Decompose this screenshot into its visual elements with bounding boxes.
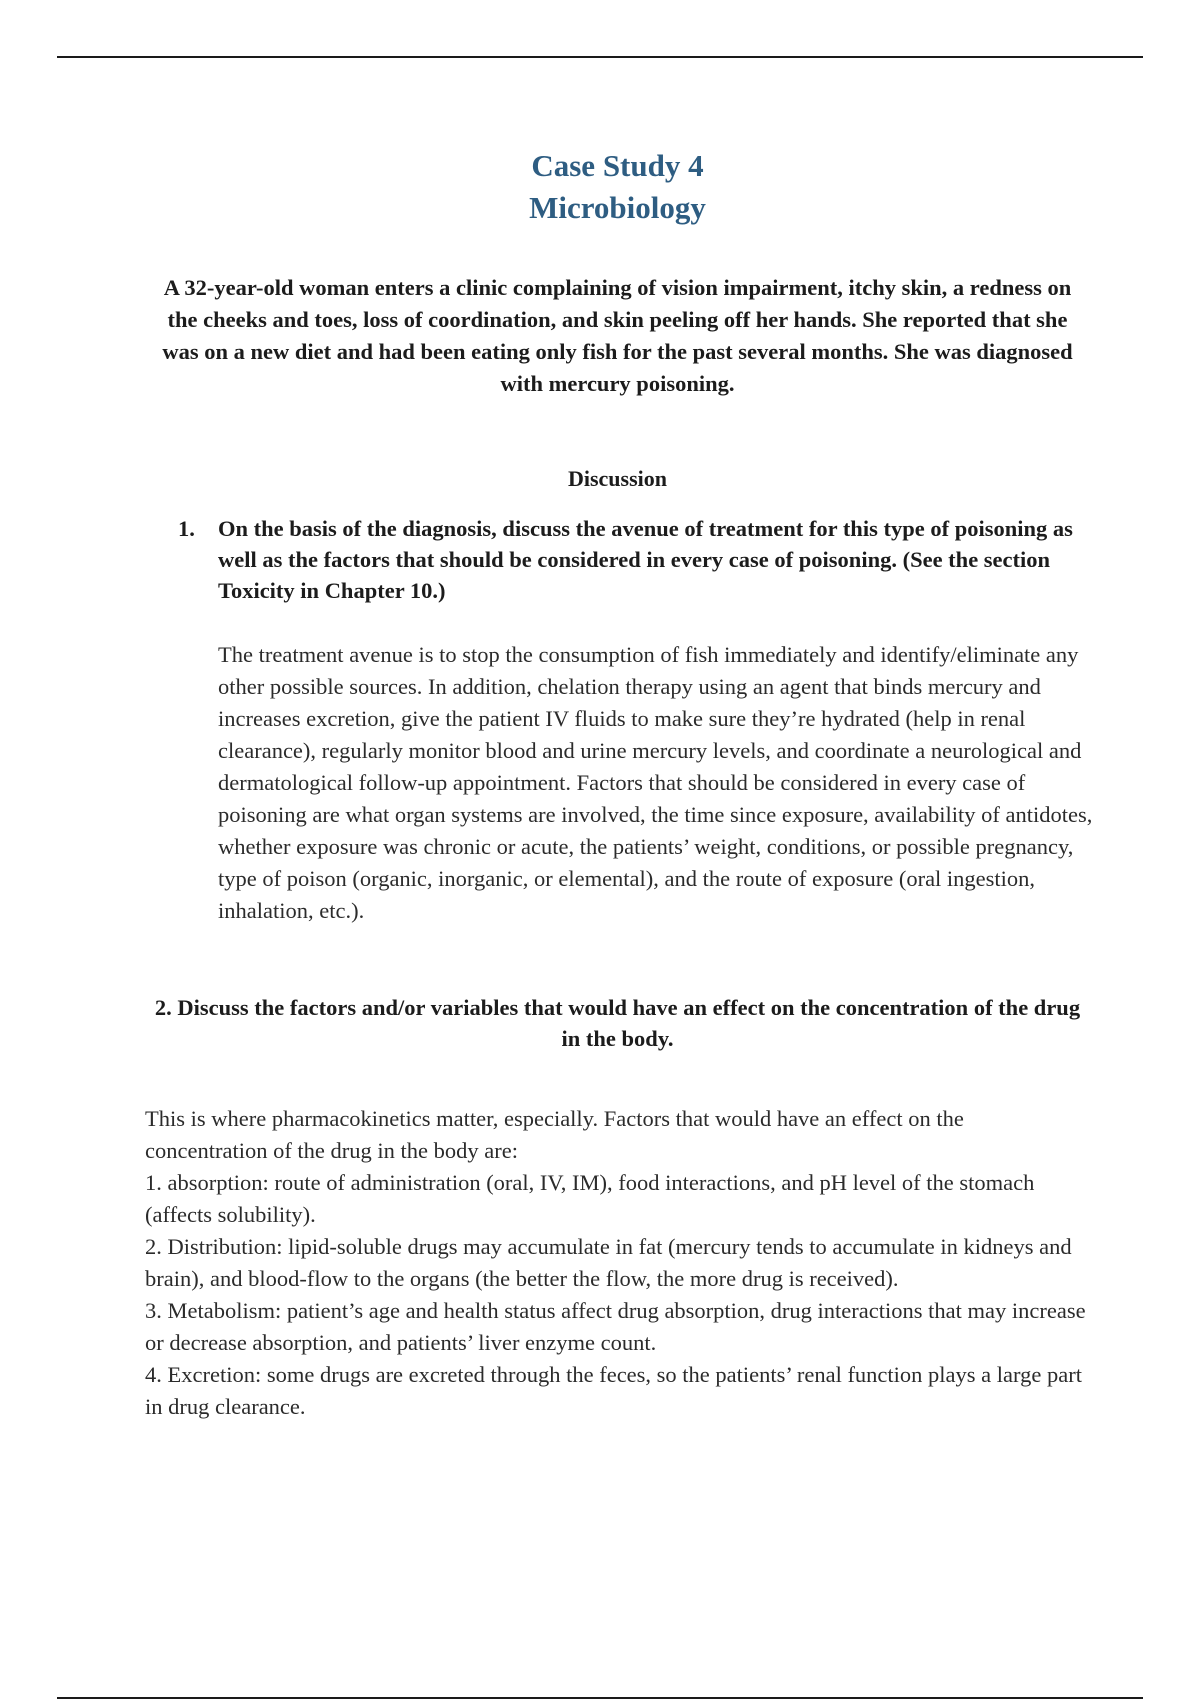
answer-2-item: 3. Metabolism: patient’s age and health status affect drug absorption, drug interactions that may increase or decrease absorption, and patients’ liver enzyme count. (145, 1298, 1086, 1355)
question-1-text: On the basis of the diagnosis, discuss the avenue of treatment for this type of poisoning as well as the factors that should be considered in every case of poisoning. (See the section Toxicity in Chapter 10.) (218, 516, 1073, 603)
discussion-heading: Discussion (567, 466, 668, 491)
answer-2 (145, 1103, 1090, 1423)
answer-2-item: 4. Excretion: some drugs are excreted through the feces, so the patients’ renal function plays a large part in drug clearance. (145, 1362, 1082, 1419)
question-1 (178, 513, 1108, 606)
header-rule (57, 56, 1143, 58)
answer-1: The treatment avenue is to stop the consumption of fish immediately and identify/eliminate any other possible sources. In addition, chelation therapy using an agent that binds mercury and increases excretion, give the patient IV fluids to make sure they’re hydrated (help in renal clearance), regularly monitor blood and urine mercury levels, and coordinate a neurological and dermatological follow-up appointment. Factors that should be considered in every case of poisoning are what organ systems are involved, the time since exposure, availability of antidotes, whether exposure was chronic or acute, the patients’ weight, conditions, or possible pregnancy, type of poison (organic, inorganic, or elemental), and the route of exposure (oral ingestion, inhalation, etc.). (218, 642, 1093, 923)
answer-2-item: 1. absorption: route of administration (oral, IV, IM), food interactions, and pH level of the stomach (affects solubility). (145, 1170, 1035, 1227)
title-case-study: Case Study 4 (531, 148, 704, 183)
page-title (0, 145, 1200, 229)
question-2: 2. Discuss the factors and/or variables that would have an effect on the concentration of the drug in the body. (154, 995, 1081, 1051)
answer-2-item: 2. Distribution: lipid-soluble drugs may accumulate in fat (mercury tends to accumulate in kidneys and brain), and blood-flow to the organs (the better the flow, the more drug is received). (145, 1234, 1072, 1291)
answer-2-intro: This is where pharmacokinetics matter, especially. Factors that would have an effect on the concentration of the drug in the body are: (145, 1106, 964, 1163)
case-intro: A 32-year-old woman enters a clinic complaining of vision impairment, itchy skin, a redness on the cheeks and toes, loss of coordination, and skin peeling off her hands. She reported that she was on a new diet and had been eating only fish for the past several months. She was diagnosed with mercury poisoning. (162, 275, 1073, 396)
title-subject: Microbiology (529, 190, 706, 225)
question-1-number: 1. (178, 516, 195, 541)
footer-rule (57, 1697, 1143, 1699)
